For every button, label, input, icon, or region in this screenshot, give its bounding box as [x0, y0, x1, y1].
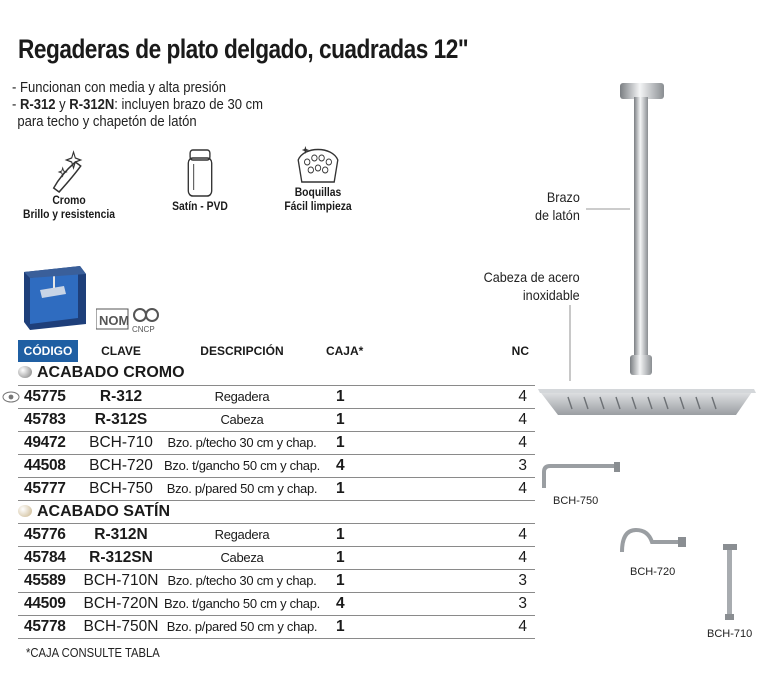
clave-cell: BCH-710N — [78, 569, 164, 592]
header-caja: CAJA* — [325, 344, 364, 358]
codigo-cell: 45589 — [18, 569, 78, 592]
page-title: Regaderas de plato delgado, cuadradas 12" — [18, 34, 469, 64]
table-row — [18, 385, 535, 408]
bch-750-label: BCH-750 — [553, 495, 599, 507]
product-box-image — [20, 264, 90, 330]
nc-cell: 3 — [372, 569, 535, 592]
descripcion-cell: Bzo. p/techo 30 cm y chap. — [164, 569, 320, 592]
table-row — [18, 569, 535, 592]
bullet-2-rest: : incluyen brazo de 30 cm — [114, 97, 263, 113]
caja-cell: 4 — [320, 454, 372, 477]
bch-710-label: BCH-710 — [707, 628, 753, 640]
brazo-label-line1: Brazo — [547, 189, 580, 205]
descripcion-cell: Regadera — [164, 523, 320, 546]
codigo-cell: 44509 — [18, 592, 78, 615]
bch-750-image — [538, 462, 622, 492]
table-row — [18, 477, 535, 500]
bullet-2-prefix: - — [12, 97, 20, 113]
section-title: ACABADO SATÍN — [37, 502, 171, 520]
nc-cell: 4 — [372, 546, 535, 569]
descripcion-cell: Cabeza — [164, 546, 320, 569]
nom-cncp-logos — [96, 305, 174, 335]
feature-boquillas — [273, 142, 363, 214]
table-body — [18, 362, 535, 638]
feature-boquillas-sub: Fácil limpieza — [284, 201, 352, 213]
brazo-label — [535, 188, 580, 224]
section-title-cell — [18, 362, 535, 385]
nc-cell: 4 — [372, 385, 535, 408]
shower-product-image — [530, 75, 760, 420]
descripcion-cell: Bzo. t/gancho 50 cm y chap. — [164, 454, 320, 477]
bullet-2-model-1: R-312 — [19, 97, 56, 113]
nc-cell: 4 — [372, 431, 535, 454]
satin-roll-icon — [182, 148, 218, 200]
finish-swatch-icon — [18, 505, 32, 517]
bch-720-image — [618, 524, 688, 556]
bullet-2-cont: para techo y chapetón de latón — [17, 114, 197, 130]
table-row — [18, 592, 535, 615]
clave-cell: R-312N — [78, 523, 164, 546]
codigo-cell: 45783 — [18, 408, 78, 431]
codigo-cell: 49472 — [18, 431, 78, 454]
clave-cell: BCH-710 — [78, 431, 164, 454]
codigo-cell: 45777 — [18, 477, 78, 500]
clave-cell: R-312S — [78, 408, 164, 431]
caja-cell: 1 — [320, 569, 372, 592]
header-codigo: CÓDIGO — [18, 340, 78, 362]
clave-cell: R-312SN — [78, 546, 164, 569]
feature-satin — [155, 148, 245, 214]
descripcion-cell: Cabeza — [164, 408, 320, 431]
descripcion-cell: Bzo. t/gancho 50 cm y chap. — [164, 592, 320, 615]
table-row — [18, 523, 535, 546]
section-row — [18, 500, 535, 523]
codigo-cell: 45775 — [18, 385, 78, 408]
clave-cell: BCH-750 — [78, 477, 164, 500]
feature-boquillas-title: Boquillas — [294, 187, 342, 199]
bullet-2-mid: y — [55, 97, 70, 113]
caja-cell: 1 — [320, 523, 372, 546]
feature-cromo-title: Cromo — [52, 195, 86, 207]
bch-710-image — [720, 544, 740, 622]
cabeza-label-line2: inoxidable — [523, 287, 580, 303]
clave-cell: R-312 — [78, 385, 164, 408]
nc-cell: 4 — [372, 615, 535, 638]
bullet-2-model-2: R-312N — [69, 97, 115, 113]
nom-logo: NOM — [99, 313, 130, 328]
table-row — [18, 615, 535, 638]
table-row — [18, 408, 535, 431]
bullet-2 — [12, 97, 263, 114]
feature-cromo-sub: Brillo y resistencia — [22, 209, 116, 221]
cncp-logo: CNCP — [132, 325, 155, 334]
header-descripcion: DESCRIPCIÓN — [200, 344, 284, 358]
section-title-cell — [18, 500, 535, 523]
caja-cell: 1 — [320, 431, 372, 454]
clave-cell: BCH-720N — [78, 592, 164, 615]
nc-cell: 4 — [372, 408, 535, 431]
bullet-1: - Funcionan con media y alta presión — [12, 80, 227, 96]
feature-cromo — [20, 148, 119, 222]
caja-cell: 1 — [320, 477, 372, 500]
table-header-row — [18, 340, 535, 362]
cabeza-label-line1: Cabeza de acero — [484, 269, 580, 285]
header-nc: NC — [511, 344, 529, 358]
table-row — [18, 431, 535, 454]
caja-cell: 1 — [320, 615, 372, 638]
codigo-cell: 44508 — [18, 454, 78, 477]
bch-720-label: BCH-720 — [630, 566, 676, 578]
feature-bullets — [12, 80, 263, 131]
brazo-label-line2: de latón — [535, 207, 580, 223]
codigo-cell: 45776 — [18, 523, 78, 546]
table-row — [18, 454, 535, 477]
nc-cell: 3 — [372, 592, 535, 615]
caja-cell: 1 — [320, 408, 372, 431]
header-clave: CLAVE — [101, 344, 141, 358]
table-footnote: *CAJA CONSULTE TABLA — [26, 646, 160, 660]
clave-cell: BCH-750N — [78, 615, 164, 638]
descripcion-cell: Bzo. p/techo 30 cm y chap. — [164, 431, 320, 454]
nc-cell: 4 — [372, 477, 535, 500]
cabeza-label — [484, 268, 580, 304]
descripcion-cell: Bzo. p/pared 50 cm y chap. — [164, 615, 320, 638]
codigo-cell: 45778 — [18, 615, 78, 638]
table-row — [18, 546, 535, 569]
descripcion-cell: Bzo. p/pared 50 cm y chap. — [164, 477, 320, 500]
finish-swatch-icon — [18, 366, 32, 378]
caja-cell: 1 — [320, 385, 372, 408]
section-title: ACABADO CROMO — [37, 364, 185, 382]
nc-cell: 4 — [372, 523, 535, 546]
feature-satin-title: Satín - PVD — [172, 201, 228, 213]
sparkle-hand-icon — [47, 148, 92, 194]
product-table — [18, 340, 535, 639]
clave-cell: BCH-720 — [78, 454, 164, 477]
caja-cell: 1 — [320, 546, 372, 569]
caja-cell: 4 — [320, 592, 372, 615]
nozzles-icon — [295, 142, 342, 186]
descripcion-cell: Regadera — [164, 385, 320, 408]
section-row — [18, 362, 535, 385]
nc-cell: 3 — [372, 454, 535, 477]
codigo-cell: 45784 — [18, 546, 78, 569]
